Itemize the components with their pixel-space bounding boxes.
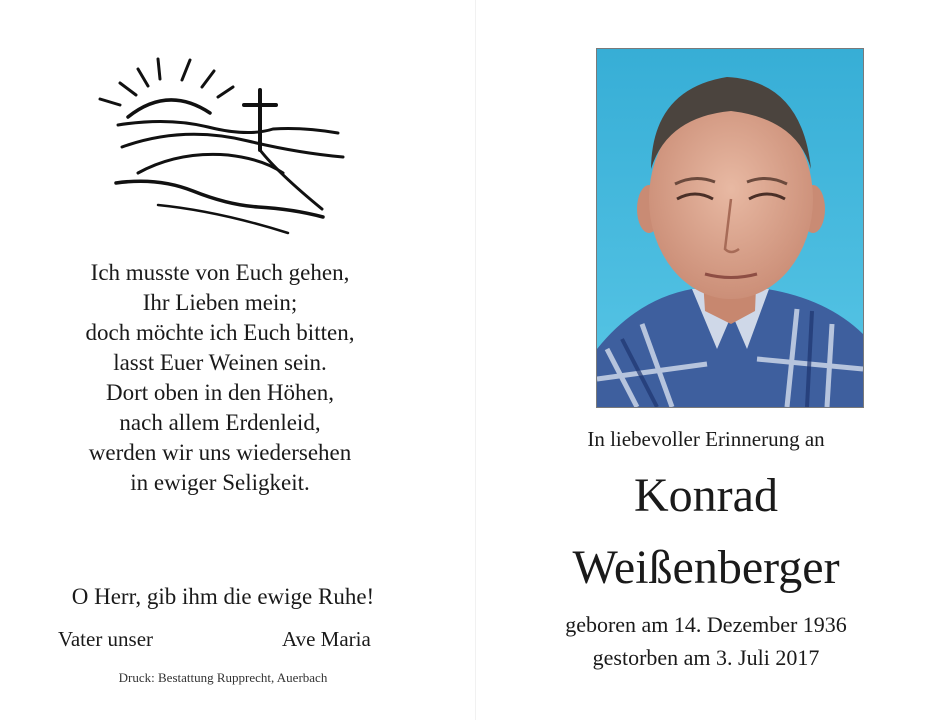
prayer-ave-maria: Ave Maria bbox=[282, 627, 371, 651]
memorial-poem bbox=[0, 258, 440, 498]
poem-line: Ihr Lieben mein; bbox=[142, 290, 298, 315]
poem-line: Dort oben in den Höhen, bbox=[105, 380, 335, 405]
last-name: Weißenberger bbox=[572, 541, 840, 594]
poem-line: nach allem Erdenleid, bbox=[119, 410, 321, 435]
first-name: Konrad bbox=[634, 469, 778, 522]
poem-line: lasst Euer Weinen sein. bbox=[113, 350, 327, 375]
poem-line: Ich musste von Euch gehen, bbox=[90, 260, 350, 285]
prayer-vater-unser: Vater unser bbox=[58, 627, 154, 651]
right-panel bbox=[476, 0, 938, 720]
birth-date: geboren am 14. Dezember 1936 bbox=[565, 612, 847, 637]
sunrise-cross-hills-icon bbox=[98, 55, 348, 240]
memory-line: In liebevoller Erinnerung an bbox=[587, 427, 825, 451]
printer-credit: Druck: Bestattung Rupprecht, Auerbach bbox=[118, 670, 328, 685]
poem-line: doch möchte ich Euch bitten, bbox=[85, 320, 355, 345]
portrait-image bbox=[597, 49, 863, 407]
portrait-photo bbox=[596, 48, 864, 408]
poem-line: in ewiger Seligkeit. bbox=[130, 470, 310, 495]
poem-line: werden wir uns wiedersehen bbox=[88, 440, 352, 465]
prayer-text: O Herr, gib ihm die ewige Ruhe! bbox=[71, 584, 375, 609]
death-date: gestorben am 3. Juli 2017 bbox=[592, 645, 820, 670]
